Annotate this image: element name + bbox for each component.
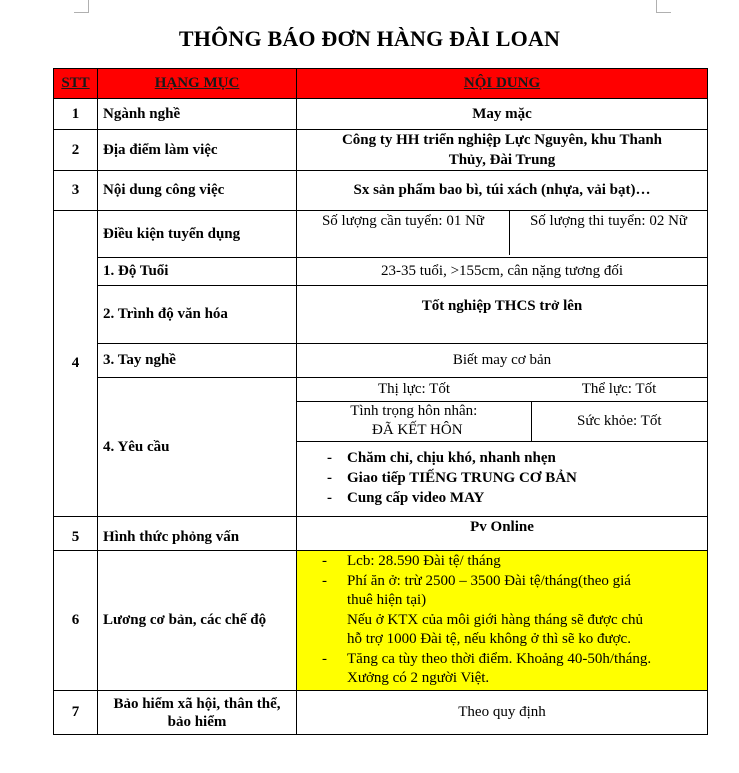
thi-luc: Thị lực: Tốt xyxy=(377,380,450,397)
row-1-stt: 1 xyxy=(54,99,98,130)
tang-ca-line1: - Tăng ca tùy theo thời điểm. Khoảng 40-50h/tháng. xyxy=(347,650,652,667)
row-6-label: Lương cơ bản, các chế độ xyxy=(98,551,297,691)
table-row-6 xyxy=(54,551,708,691)
yeu-cau-label: 4. Yêu cầu xyxy=(98,378,297,517)
row-1-label: Ngành nghề xyxy=(98,99,297,130)
tay-nghe-label: 3. Tay nghề xyxy=(98,344,297,378)
row-4-dieu-kien-label: Điều kiện tuyển dụng xyxy=(98,211,297,258)
row-7-label-line1: Bảo hiểm xã hội, thân thể, xyxy=(113,695,281,712)
tang-ca-line2: Xưởng có 2 người Việt. xyxy=(347,670,490,687)
list-item xyxy=(322,572,707,650)
lcb-text: Lcb: 28.590 Đài tệ/ tháng xyxy=(347,553,501,570)
row-7-value: Theo quy định xyxy=(297,691,708,735)
page-corner-mark-left xyxy=(74,0,89,13)
hon-nhan-line2: ĐÃ KẾT HÔN xyxy=(372,422,463,438)
row-3-stt: 3 xyxy=(54,171,98,211)
row-6-stt: 6 xyxy=(54,551,98,691)
page-corner-mark-right xyxy=(656,0,671,13)
list-item: - Chăm chỉ, chịu khó, nhanh nhẹn xyxy=(327,448,707,468)
tay-nghe-value: Biết may cơ bản xyxy=(297,344,708,378)
row-2-label: Địa điểm làm việc xyxy=(98,130,297,171)
document-title: THÔNG BÁO ĐƠN HÀNG ĐÀI LOAN xyxy=(178,26,561,51)
so-luong-thi-tuyen: Số lượng thi tuyển: 02 Nữ xyxy=(510,211,708,255)
order-table xyxy=(53,68,708,735)
header-stt: STT xyxy=(54,69,98,99)
row-3-label: Nội dung công việc xyxy=(98,171,297,211)
suc-khoe: Sức khỏe: Tốt xyxy=(531,401,707,441)
list-item: - Giao tiếp TIẾNG TRUNG CƠ BẢN xyxy=(327,468,707,488)
table-row-3 xyxy=(54,171,708,211)
hon-nhan-line1: Tình trọng hôn nhân: xyxy=(350,403,478,419)
phi-an-o-line1: - Phí ăn ở: trừ 2500 – 3500 Đài tệ/tháng(theo giá xyxy=(347,572,631,589)
row-2-value-line2: Thủy, Đài Trung xyxy=(448,152,556,168)
ktx-line2: hỗ trợ 1000 Đài tệ, nếu không ở thì sẽ ko được. xyxy=(347,631,631,648)
table-row-4-trinh-do xyxy=(54,286,708,344)
trinh-do-value: Tốt nghiệp THCS trở lên xyxy=(297,286,708,344)
table-row-7 xyxy=(54,691,708,735)
yeu-cau-list-cell xyxy=(297,441,707,515)
do-tuoi-label: 1. Độ Tuổi xyxy=(98,258,297,286)
hon-nhan xyxy=(297,401,531,441)
row-2-value-line1: Công ty HH triển nghiệp Lực Nguyên, khu Thanh xyxy=(341,132,663,148)
row-4-dieu-kien-value xyxy=(297,211,708,258)
row-3-value: Sx sản phẩm bao bì, túi xách (nhựa, vải bạt)… xyxy=(297,171,708,211)
the-luc: Thể lực: Tốt xyxy=(581,380,657,397)
phi-an-o-line2: thuê hiện tại) xyxy=(347,592,427,609)
row-5-label: Hình thức phỏng vấn xyxy=(98,517,297,551)
ktx-line1: Nếu ở KTX của môi giới hàng tháng sẽ được chủ xyxy=(347,611,644,628)
do-tuoi-value: 23-35 tuổi, >155cm, cân nặng tương đối xyxy=(297,258,708,286)
yeu-cau-value xyxy=(297,378,708,517)
list-item xyxy=(322,650,707,689)
row-7-stt: 7 xyxy=(54,691,98,735)
table-row-2 xyxy=(54,130,708,171)
yeu-cau-list xyxy=(297,448,707,508)
row-7-label xyxy=(98,691,297,735)
trinh-do-label: 2. Trình độ văn hóa xyxy=(98,286,297,344)
row-1-value: May mặc xyxy=(297,99,708,130)
row-5-value: Pv Online xyxy=(297,517,708,551)
table-row-1 xyxy=(54,99,708,130)
header-noi-dung: NỘI DUNG xyxy=(297,69,708,99)
table-row-4-dieu-kien xyxy=(54,211,708,258)
table-row-4-tay-nghe xyxy=(54,344,708,378)
table-row-5 xyxy=(54,517,708,551)
list-item: - Cung cấp video MAY xyxy=(327,488,707,508)
table-row-4-yeu-cau xyxy=(54,378,708,517)
table-header-row xyxy=(54,69,708,99)
luong-list xyxy=(297,552,707,689)
row-4-stt: 4 xyxy=(54,211,98,517)
row-6-value xyxy=(297,551,708,691)
row-5-stt: 5 xyxy=(54,517,98,551)
so-luong-can-tuyen: Số lượng cần tuyển: 01 Nữ xyxy=(321,213,485,229)
row-2-value xyxy=(297,130,708,171)
table-row-4-do-tuoi xyxy=(54,258,708,286)
header-hang-muc: HẠNG MỤC xyxy=(98,69,297,99)
row-7-label-line2: bảo hiểm xyxy=(167,713,227,730)
list-item xyxy=(322,552,707,572)
row-2-stt: 2 xyxy=(54,130,98,171)
